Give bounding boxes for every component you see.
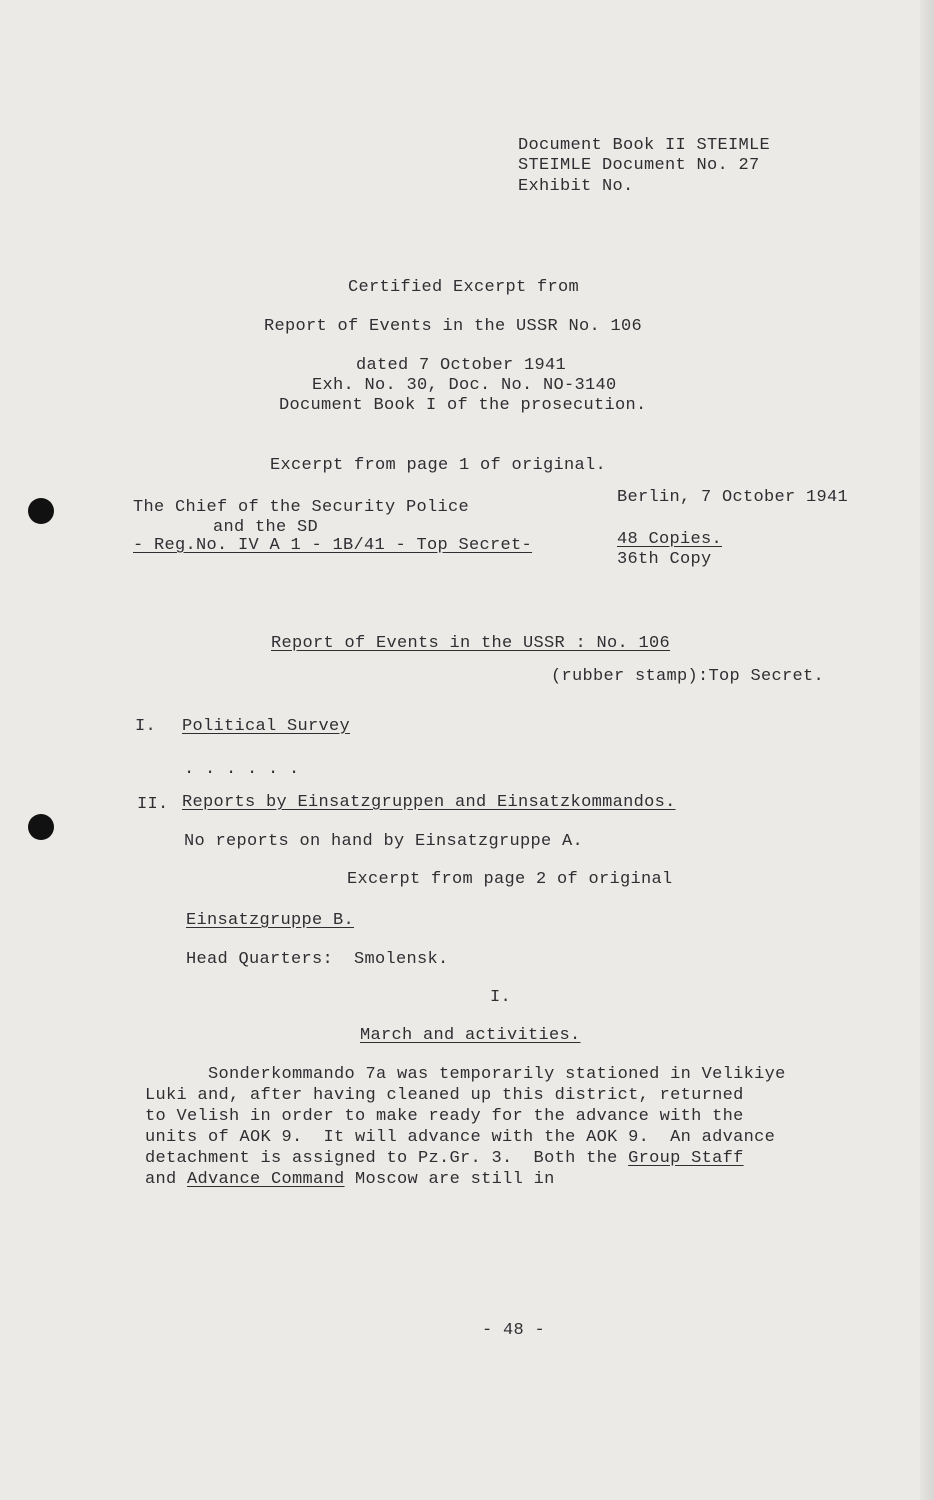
body-line-6 xyxy=(145,1169,555,1190)
body-line-5-text: detachment is assigned to Pz.Gr. 3. Both the xyxy=(145,1149,629,1168)
exhibit-reference: Exh. No. 30, Doc. No. NO-3140 xyxy=(312,376,617,395)
header-docbook: Document Book II STEIMLE xyxy=(518,136,771,155)
section-1-title: Political Survey xyxy=(182,717,351,736)
registration-number: - Reg.No. IV A 1 - 1B/41 - Top Secret- xyxy=(133,536,533,555)
excerpt-page-1: Excerpt from page 1 of original. xyxy=(270,456,607,475)
excerpt-page-2: Excerpt from page 2 of original xyxy=(347,870,673,889)
punch-hole-bottom xyxy=(28,814,54,840)
punch-hole-top xyxy=(28,498,54,524)
march-activities-heading: March and activities. xyxy=(360,1026,581,1045)
copy-number: 36th Copy xyxy=(617,550,712,569)
subsection-roman-1: I. xyxy=(490,988,512,1007)
no-reports-line: No reports on hand by Einsatzgruppe A. xyxy=(184,832,584,851)
advance-command-term: Advance Command xyxy=(187,1170,345,1189)
report-heading: Report of Events in the USSR : No. 106 xyxy=(271,634,671,653)
and-the-sd: and the SD xyxy=(213,518,319,537)
section-2-title: Reports by Einsatzgruppen and Einsatzkommandos. xyxy=(182,793,676,812)
head-quarters: Head Quarters: Smolensk. xyxy=(186,950,449,969)
header-exhibit: Exhibit No. xyxy=(518,177,634,196)
rubber-stamp-note: (rubber stamp):Top Secret. xyxy=(551,667,825,686)
certified-excerpt: Certified Excerpt from xyxy=(348,278,580,297)
chief-security-police: The Chief of the Security Police xyxy=(133,498,470,517)
document-book-reference: Document Book I of the prosecution. xyxy=(279,396,647,415)
header-docno: STEIMLE Document No. 27 xyxy=(518,156,760,175)
body-line-1: Sonderkommando 7a was temporarily stationed in Velikiye xyxy=(145,1065,786,1084)
body-line-5 xyxy=(145,1148,744,1169)
report-title: Report of Events in the USSR No. 106 xyxy=(264,317,643,336)
body-line-3: to Velish in order to make ready for the advance with the xyxy=(145,1107,744,1126)
body-line-6-end: Moscow are still in xyxy=(344,1170,555,1189)
report-date: dated 7 October 1941 xyxy=(356,356,567,375)
body-line-6-start: and xyxy=(145,1170,188,1189)
body-line-4: units of AOK 9. It will advance with the AOK 9. An advance xyxy=(145,1128,776,1147)
place-date: Berlin, 7 October 1941 xyxy=(617,488,849,507)
body-line-2: Luki and, after having cleaned up this district, returned xyxy=(145,1086,744,1105)
omission-dots: . . . . . . xyxy=(184,760,300,779)
einsatzgruppe-b: Einsatzgruppe B. xyxy=(186,911,355,930)
copies-count: 48 Copies. xyxy=(617,530,723,549)
paper-edge xyxy=(920,0,934,1500)
page-number: - 48 - xyxy=(482,1321,546,1340)
group-staff-term: Group Staff xyxy=(628,1149,744,1168)
section-2-number: II. xyxy=(137,795,169,814)
section-1-number: I. xyxy=(135,717,157,736)
